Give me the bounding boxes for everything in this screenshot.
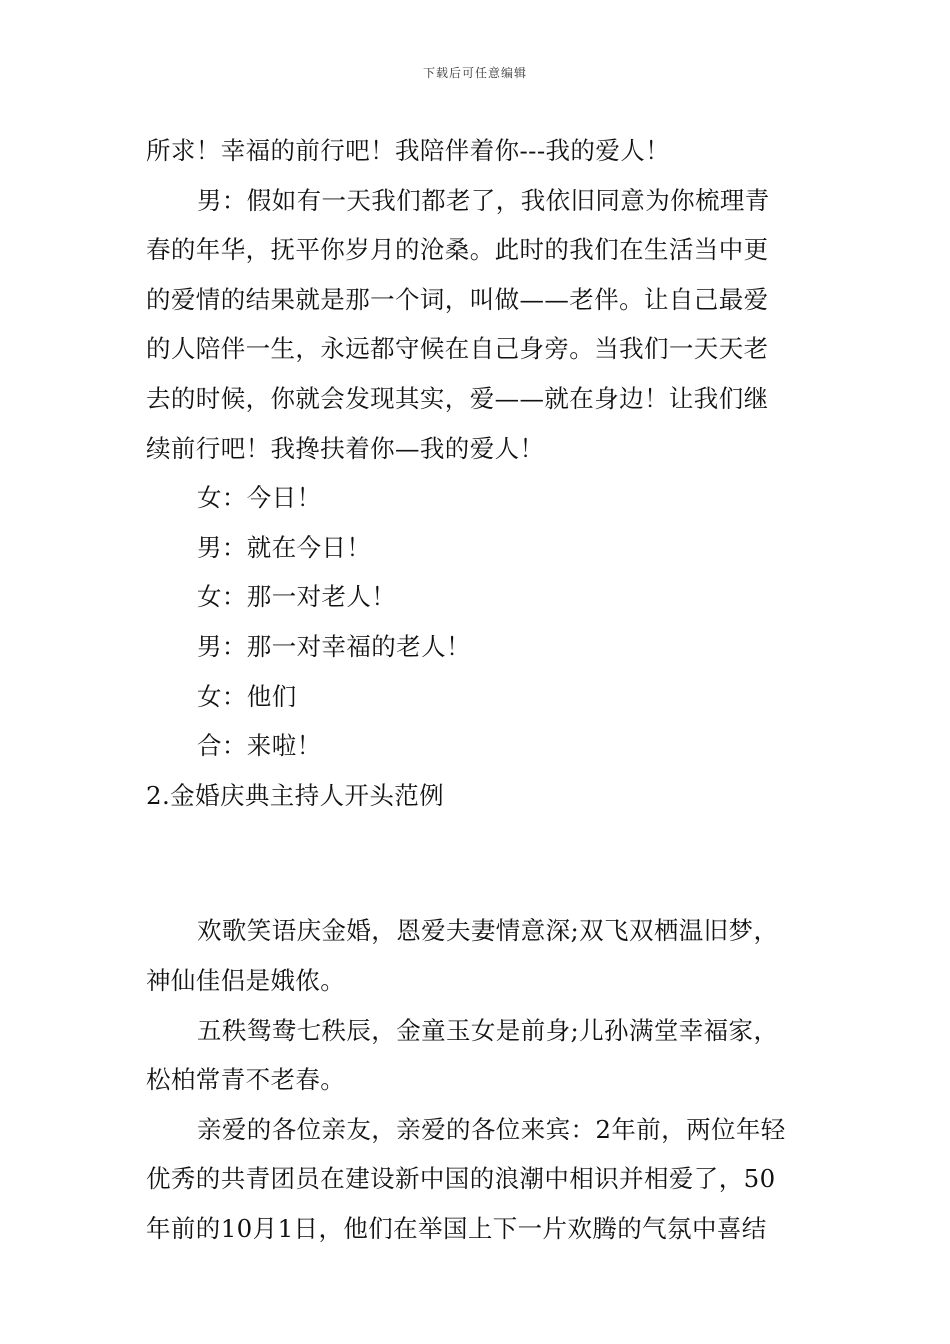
dialogue-line: 女：他们 bbox=[197, 681, 297, 711]
text-line: 欢歌笑语庆金婚，恩爱夫妻情意深;双飞双栖温旧梦， bbox=[197, 916, 779, 946]
text-line: 续前行吧！我搀扶着你—我的爱人！ bbox=[146, 433, 545, 463]
section-spacer bbox=[146, 820, 811, 906]
text-line: 神仙佳侣是娥侬。 bbox=[146, 965, 346, 995]
section-heading: 2.金婚庆典主持人开头范例 bbox=[146, 780, 445, 810]
dialogue-line: 男：那一对幸福的老人！ bbox=[197, 631, 471, 661]
document-body bbox=[146, 126, 811, 1253]
text-line: 春的年华，抚平你岁月的沧桑。此时的我们在生活当中更 bbox=[146, 235, 769, 265]
text-line: 五秩鸳鸯七秩辰，金童玉女是前身;儿孙满堂幸福家， bbox=[197, 1015, 779, 1045]
text-line: 男：假如有一天我们都老了，我依旧同意为你梳理青 bbox=[197, 185, 770, 215]
text-line: 所求！幸福的前行吧！我陪伴着你---我的爱人！ bbox=[146, 136, 671, 165]
text-line: 的爱情的结果就是那一个词，叫做——老伴。让自己最爱 bbox=[146, 284, 769, 314]
text-line: 去的时候，你就会发现其实，爱——就在身边！让我们继 bbox=[146, 383, 769, 413]
text-line: 年前的10月1日，他们在举国上下一片欢腾的气氛中喜结 bbox=[146, 1213, 767, 1243]
text-line: 的人陪伴一生，永远都守候在自己身旁。当我们一天天老 bbox=[146, 334, 769, 364]
text-line: 松柏常青不老春。 bbox=[146, 1065, 346, 1095]
dialogue-line: 女：今日！ bbox=[197, 483, 322, 513]
text-line: 亲爱的各位亲友，亲爱的各位来宾：2年前，两位年轻 bbox=[197, 1114, 786, 1144]
page-header: 下载后可任意编辑 bbox=[422, 66, 527, 80]
text-line: 优秀的共青团员在建设新中国的浪潮中相识并相爱了，50 bbox=[146, 1164, 776, 1194]
dialogue-line: 合：来啦！ bbox=[197, 731, 322, 761]
dialogue-line: 女：那一对老人！ bbox=[197, 582, 397, 612]
dialogue-line: 男：就在今日！ bbox=[197, 532, 372, 562]
